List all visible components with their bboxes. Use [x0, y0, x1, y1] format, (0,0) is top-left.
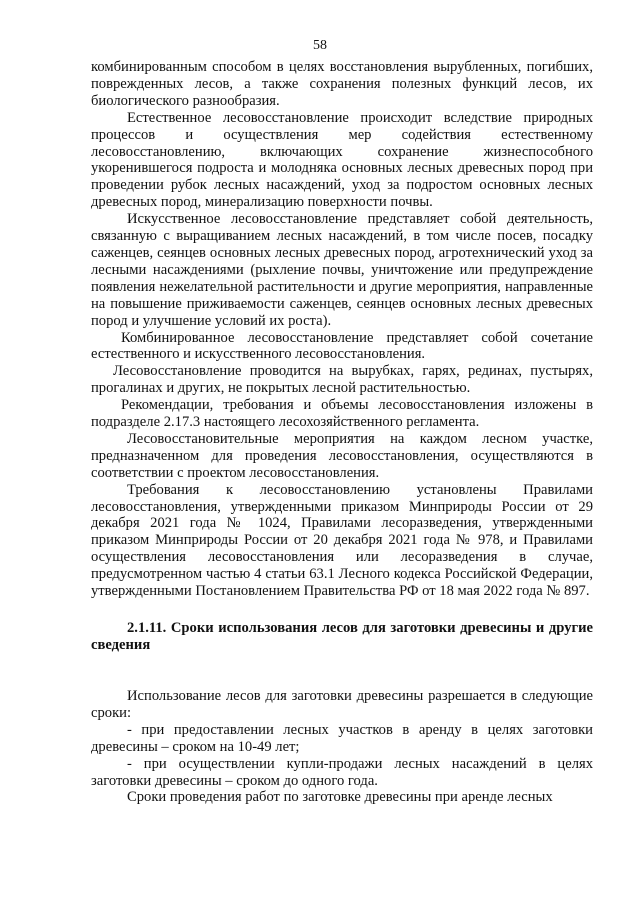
- spacer: [91, 600, 593, 620]
- spacer: [91, 654, 593, 688]
- paragraph-natural-regeneration: Естественное лесовосстановление происходит вследствие природных процессов и осуществления мер содействия естественному лесовосстановлению, включающих сохранение жизнеспособного укоренившегося подроста и молодняка основных лесных древесных пород при проведении рубок лесных насаждений, уход за подростом основных лесных древесных пород, минерализацию поверхности почвы.: [91, 109, 593, 211]
- paragraph-work-terms: Сроки проведения работ по заготовке древесины при аренде лесных: [127, 789, 553, 806]
- document-body: [91, 59, 593, 806]
- paragraph-recommendations: Рекомендации, требования и объемы лесовосстановления изложены в подразделе 2.17.3 настоящего лесохозяйственного регламента.: [91, 397, 593, 431]
- list-item-sale-term: - при осуществлении купли-продажи лесных насаждений в целях заготовки древесины – сроком до одного года.: [91, 755, 593, 789]
- paragraph-combined-regeneration: Комбинированное лесовосстановление представляет собой сочетание естественного и искусственного лесовосстановления.: [91, 329, 593, 363]
- paragraph-artificial-regeneration: Искусственное лесовосстановление представляет собой деятельность, связанную с выращиванием лесных насаждений, в том числе посев, посадку саженцев, сеянцев основных лесных древесных пород, агротехнический уход за лесными насаждениями (рыхление почвы, уничтожение или предупреждение появления нежелательной растительности и другие мероприятия, направленные на повышение приживаемости саженцев, сеянцев основных лесных древесных пород и улучшение условий их роста).: [91, 211, 593, 329]
- section-heading: 2.1.11. Сроки использования лесов для заготовки древесины и другие сведения: [91, 620, 593, 653]
- paragraph-regeneration-sites: Лесовосстановление проводится на вырубках, гарях, рединах, пустырях, прогалинах и других, не покрытых лесной растительностью.: [91, 363, 593, 397]
- paragraph-regeneration-rules: Требования к лесовосстановлению установлены Правилами лесовосстановления, утвержденными приказом Минприроды России от 29 декабря 2021 года № 1024, Правилами лесоразведения, утвержденными приказом Минприроды России от 20 декабря 2021 года № 978, и Правилами осуществления лесовосстановления или лесоразведения в случае, предусмотренном частью 4 статьи 63.1 Лесного кодекса Российской Федерации, утвержденными Постановлением Правительства РФ от 18 мая 2022 года № 897.: [91, 481, 593, 600]
- list-item-lease-term: - при предоставлении лесных участков в аренду в целях заготовки древесины – сроком на 10-49 лет;: [91, 721, 593, 755]
- paragraph-intro-continuation: комбинированным способом в целях восстановления вырубленных, погибших, поврежденных лесов, а также сохранения полезных функций лесов, их биологического разнообразия.: [91, 59, 593, 109]
- paragraph-usage-terms: Использование лесов для заготовки древесины разрешается в следующие сроки:: [91, 688, 593, 721]
- page-number: 58: [313, 38, 327, 53]
- paragraph-regeneration-project: Лесовосстановительные мероприятия на каждом лесном участке, предназначенном для проведения лесовосстановления, осуществляются в соответствии с проектом лесовосстановления.: [91, 430, 593, 481]
